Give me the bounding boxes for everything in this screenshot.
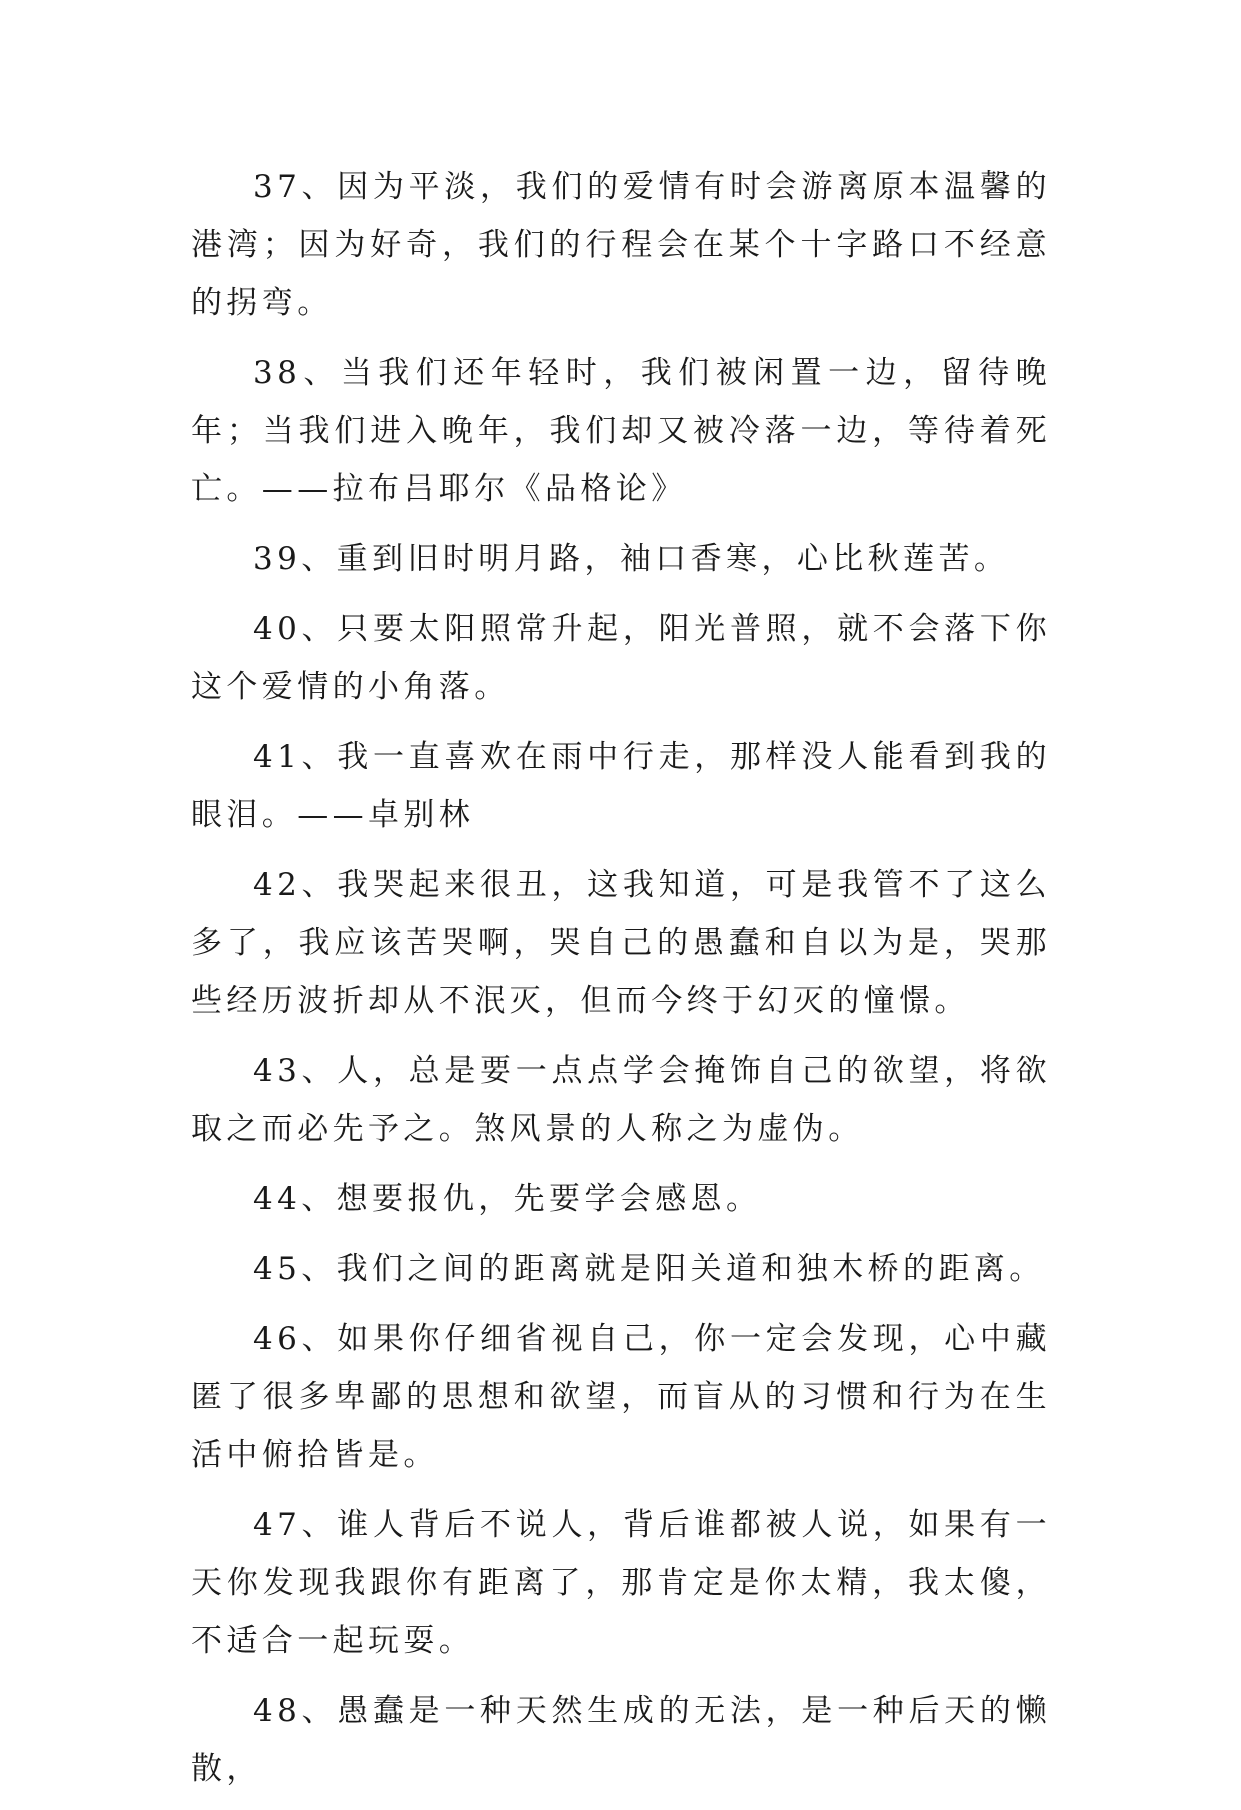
quote-paragraph-41: 41、我一直喜欢在雨中行走，那样没人能看到我的眼泪。——卓别林 — [191, 739, 1051, 833]
quote-paragraph-48: 48、愚蠢是一种天然生成的无法，是一种后天的懒散， — [191, 1693, 1051, 1787]
quote-paragraph-46: 46、如果你仔细省视自己，你一定会发现，心中藏匿了很多卑鄙的思想和欲望，而盲从的习惯和行为在生活中俯拾皆是。 — [191, 1321, 1051, 1473]
quote-paragraph-37: 37、因为平淡，我们的爱情有时会游离原本温馨的港湾；因为好奇，我们的行程会在某个十字路口不经意的拐弯。 — [191, 169, 1051, 321]
quote-paragraph-40: 40、只要太阳照常升起，阳光普照，就不会落下你这个爱情的小角落。 — [191, 611, 1051, 705]
quote-paragraph-39: 39、重到旧时明月路，袖口香寒，心比秋莲苦。 — [253, 541, 1010, 577]
document-body — [191, 158, 1051, 1810]
quote-paragraph-47: 47、谁人背后不说人，背后谁都被人说，如果有一天你发现我跟你有距离了，那肯定是你太精，我太傻，不适合一起玩耍。 — [191, 1507, 1051, 1659]
quote-paragraph-45: 45、我们之间的距离就是阳关道和独木桥的距离。 — [253, 1251, 1045, 1287]
quote-paragraph-38: 38、当我们还年轻时，我们被闲置一边，留待晚年；当我们进入晚年，我们却又被冷落一边，等待着死亡。——拉布吕耶尔《品格论》 — [191, 355, 1051, 507]
quote-paragraph-43: 43、人，总是要一点点学会掩饰自己的欲望，将欲取之而必先予之。煞风景的人称之为虚伪。 — [191, 1053, 1051, 1147]
quote-paragraph-42: 42、我哭起来很丑，这我知道，可是我管不了这么多了，我应该苦哭啊，哭自己的愚蠢和自以为是，哭那些经历波折却从不泯灭，但而今终于幻灭的憧憬。 — [191, 867, 1051, 1019]
quote-paragraph-44: 44、想要报仇，先要学会感恩。 — [253, 1181, 762, 1217]
